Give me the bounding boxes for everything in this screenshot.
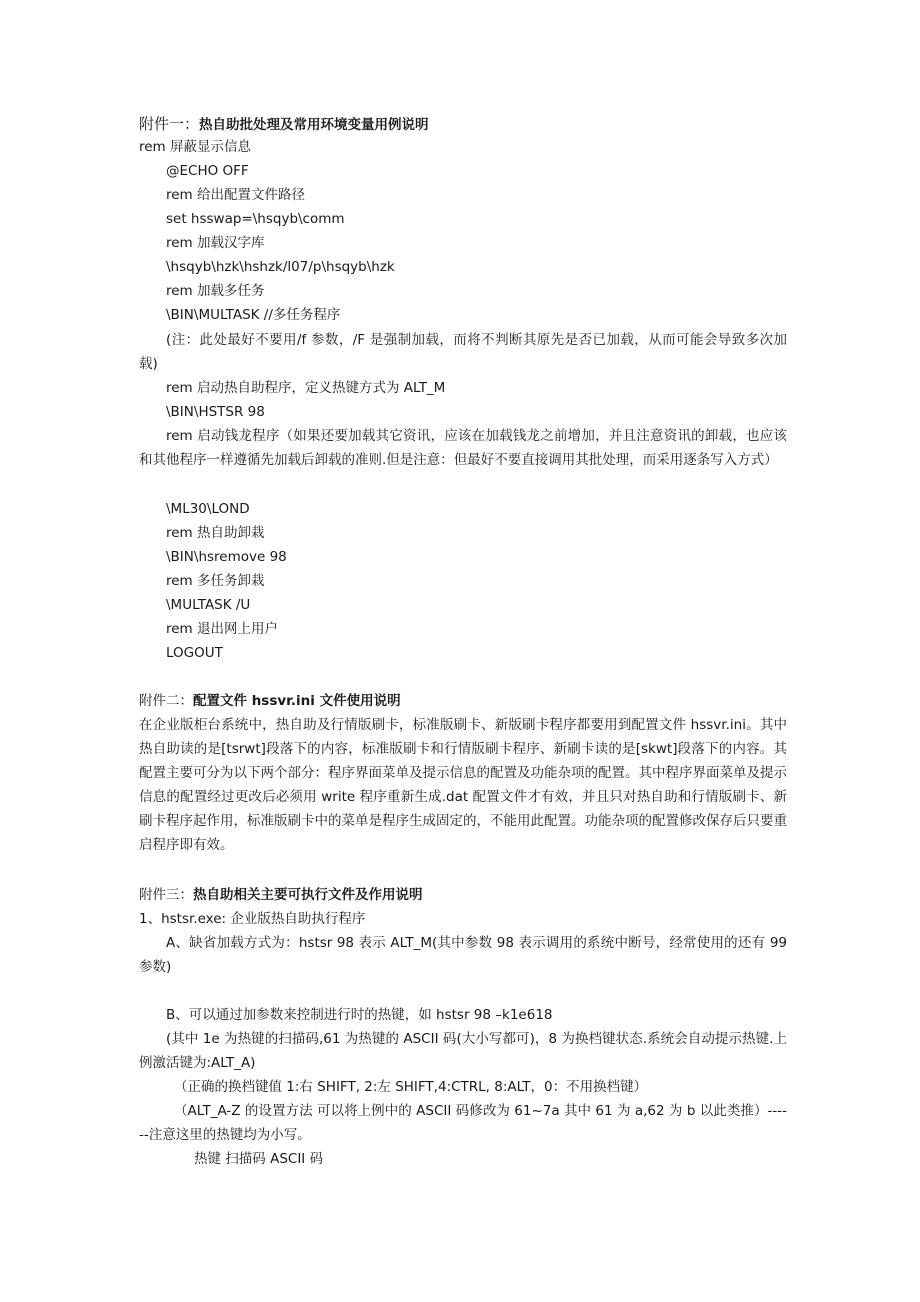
code-line: rem 加载多任务 bbox=[166, 283, 265, 299]
code-line: \BIN\hsremove 98 bbox=[166, 549, 287, 565]
code-line: rem 退出网上用户 bbox=[166, 621, 279, 637]
appendix1-heading bbox=[139, 112, 429, 137]
code-line: rem 启动热自助程序，定义热键方式为 ALT_M bbox=[166, 380, 446, 396]
appendix3-title: 热自助相关主要可执行文件及作用说明 bbox=[193, 887, 423, 903]
appendix1-title: 热自助批处理及常用环境变量用例说明 bbox=[199, 117, 429, 133]
code-line: rem 屏蔽显示信息 bbox=[139, 139, 252, 155]
code-line: set hsswap=\hsqyb\comm bbox=[166, 211, 345, 227]
code-line: \ML30\LOND bbox=[166, 501, 250, 517]
code-line: \MULTASK /U bbox=[166, 597, 251, 613]
list-item: B、可以通过加参数来控制进行时的热键，如 hstsr 98 –k1e618 bbox=[166, 1007, 553, 1023]
table-header: 热键 扫描码 ASCII 码 bbox=[194, 1151, 324, 1167]
note-line: （正确的换档键值 1:右 SHIFT, 2:左 SHIFT,4:CTRL, 8:ALT，0：不用换档键） bbox=[174, 1079, 648, 1095]
list-item: 1、hstsr.exe: 企业版热自助执行程序 bbox=[139, 911, 366, 927]
code-line: rem 加载汉字库 bbox=[166, 235, 265, 251]
appendix2-lead: 附件二： bbox=[139, 693, 193, 709]
code-line: \BIN\MULTASK //多任务程序 bbox=[166, 307, 341, 323]
note-paragraph: （ALT_A-Z 的设置方法 可以将上例中的 ASCII 码修改为 61~7a 其中 61 为 a,62 为 b 以此类推）------注意这里的热键均为小写。 bbox=[139, 1103, 787, 1143]
code-line: rem 给出配置文件路径 bbox=[166, 187, 306, 203]
note-paragraph: rem 启动钱龙程序（如果还要加载其它资讯，应该在加载钱龙之前增加，并且注意资讯的卸载，也应该和其他程序一样遵循先加载后卸载的准则.但是注意：但最好不要直接调用其批处理，而采用逐条写入方式） bbox=[139, 428, 787, 468]
code-line: @ECHO OFF bbox=[166, 163, 249, 179]
appendix1-lead: 附件一： bbox=[139, 115, 200, 133]
code-line: \hsqyb\hzk\hshzk/l07/p\hsqyb\hzk bbox=[166, 259, 395, 275]
note-paragraph: (其中 1e 为热键的扫描码,61 为热键的 ASCII 码(大小写都可)，8 为换档键状态.系统会自动提示热键.上例激活键为:ALT_A) bbox=[139, 1031, 787, 1071]
code-line: LOGOUT bbox=[166, 645, 223, 661]
code-line: rem 多任务卸栽 bbox=[166, 573, 265, 589]
appendix2-heading bbox=[139, 689, 401, 713]
appendix3-heading bbox=[139, 883, 423, 907]
appendix2-title: 配置文件 hssvr.ini 文件使用说明 bbox=[193, 693, 401, 709]
appendix3-lead: 附件三： bbox=[139, 887, 193, 903]
code-line: \BIN\HSTSR 98 bbox=[166, 404, 265, 420]
list-item: A、缺省加载方式为：hstsr 98 表示 ALT_M(其中参数 98 表示调用的系统中断号，经常使用的还有 99 参数) bbox=[139, 935, 787, 975]
appendix2-body: 在企业版柜台系统中，热自助及行情版刷卡，标准版刷卡、新版刷卡程序都要用到配置文件 hssvr.ini。其中热自助读的是[tsrwt]段落下的内容，标准版刷卡和行情版刷卡程序、新刷卡读的是[skwt]段落下的内容。其配置主要可分为以下两个部分：程序界面菜单及提示信息的配置及功能杂项的配置。其中程序界面菜单及提示信息的配置经过更改后必须用 write 程序重新生成.dat 配置文件才有效，并且只对热自助和行情版刷卡、新刷卡程序起作用，标准版刷卡中的菜单是程序生成固定的，不能用此配置。功能杂项的配置修改保存后只要重启程序即有效。 bbox=[139, 717, 787, 853]
note-paragraph: (注：此处最好不要用/f 参数，/F 是强制加载，而将不判断其原先是否已加载，从而可能会导致多次加载) bbox=[139, 332, 787, 372]
code-line: rem 热自助卸栽 bbox=[166, 525, 265, 541]
